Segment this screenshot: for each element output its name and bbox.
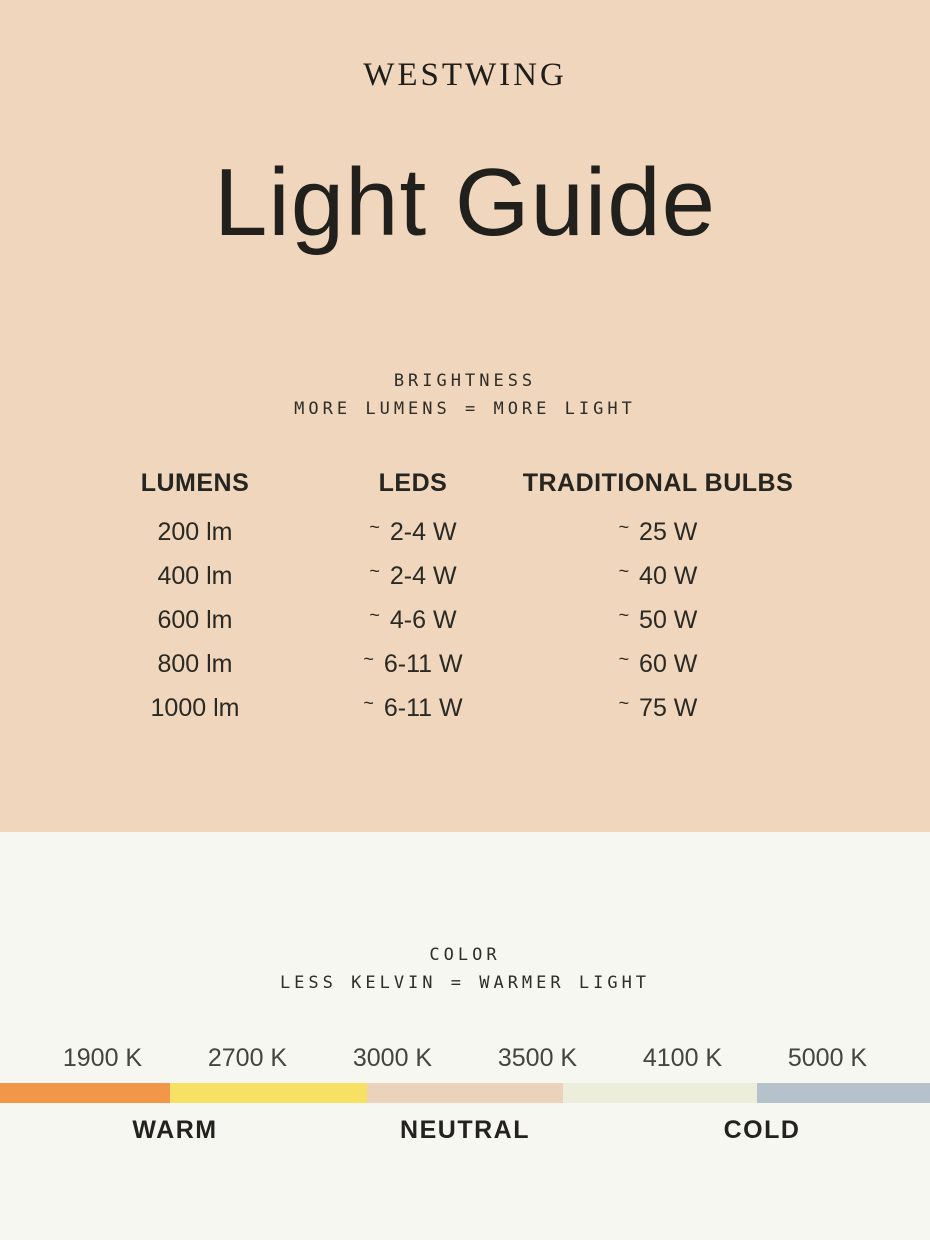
kelvin-label: 4100 K [642, 1044, 723, 1072]
bulb-watts-value: ~ 25 W [618, 516, 698, 546]
approx-symbol: ~ [363, 692, 374, 713]
kelvin-label: 3000 K [352, 1044, 433, 1072]
temperature-label-cold: COLD [723, 1116, 801, 1144]
led-watts-value: ~ 2-4 W [369, 516, 457, 546]
bulb-watts-value: ~ 40 W [618, 560, 698, 590]
led-watts-value: ~ 6-11 W [363, 648, 463, 678]
column-header-leds: LEDS [378, 468, 448, 497]
bulb-watts-value: ~ 50 W [618, 604, 698, 634]
approx-symbol: ~ [363, 648, 374, 669]
bar-segment-orange [0, 1083, 170, 1103]
kelvin-scale [0, 1043, 930, 1073]
lumens-value: 200 lm [157, 517, 233, 546]
table-row [70, 510, 810, 554]
bar-segment-peach [367, 1083, 563, 1103]
page-title: Light Guide [213, 149, 716, 256]
approx-symbol: ~ [369, 516, 380, 537]
brand-logo: WESTWING [363, 57, 567, 93]
kelvin-label: 2700 K [207, 1044, 288, 1072]
approx-symbol: ~ [618, 692, 630, 713]
led-watts-value: ~ 4-6 W [369, 604, 457, 634]
lumens-value: 400 lm [157, 561, 233, 590]
approx-symbol: ~ [618, 604, 630, 625]
column-header-lumens: LUMENS [140, 468, 250, 497]
table-row [70, 554, 810, 598]
kelvin-label: 1900 K [62, 1044, 143, 1072]
bar-segment-cream [563, 1083, 757, 1103]
brightness-table [70, 466, 810, 730]
brightness-subheading: MORE LUMENS = MORE LIGHT [294, 399, 636, 419]
kelvin-label: 5000 K [787, 1044, 868, 1072]
brightness-heading: BRIGHTNESS [393, 371, 537, 391]
table-row [70, 686, 810, 730]
led-watts-value: ~ 6-11 W [363, 692, 463, 722]
brightness-table-body [70, 510, 810, 730]
bulb-watts-value: ~ 60 W [618, 648, 698, 678]
color-heading: COLOR [429, 945, 501, 965]
lumens-value: 600 lm [157, 605, 233, 634]
lumens-value: 800 lm [157, 649, 233, 678]
table-row [70, 642, 810, 686]
approx-symbol: ~ [618, 648, 630, 669]
led-watts-value: ~ 2-4 W [369, 560, 457, 590]
approx-symbol: ~ [369, 604, 380, 625]
color-heading-block [0, 832, 930, 997]
lumens-value: 1000 lm [150, 693, 240, 722]
table-header-row [70, 466, 810, 500]
bar-segment-yellow [170, 1083, 367, 1103]
kelvin-label: 3500 K [497, 1044, 578, 1072]
color-subheading: LESS KELVIN = WARMER LIGHT [279, 973, 651, 993]
column-header-traditional-bulbs: TRADITIONAL BULBS [522, 468, 794, 497]
bar-segment-blue-gray [757, 1083, 930, 1103]
temperature-label-warm: WARM [132, 1116, 218, 1144]
temperature-labels [0, 1115, 930, 1155]
approx-symbol: ~ [618, 560, 630, 581]
color-temperature-bar [0, 1083, 930, 1103]
approx-symbol: ~ [369, 560, 380, 581]
approx-symbol: ~ [618, 516, 630, 537]
table-row [70, 598, 810, 642]
temperature-label-neutral: NEUTRAL [400, 1116, 530, 1144]
brightness-heading-block [0, 367, 930, 423]
bulb-watts-value: ~ 75 W [618, 692, 698, 722]
color-section [0, 832, 930, 1240]
